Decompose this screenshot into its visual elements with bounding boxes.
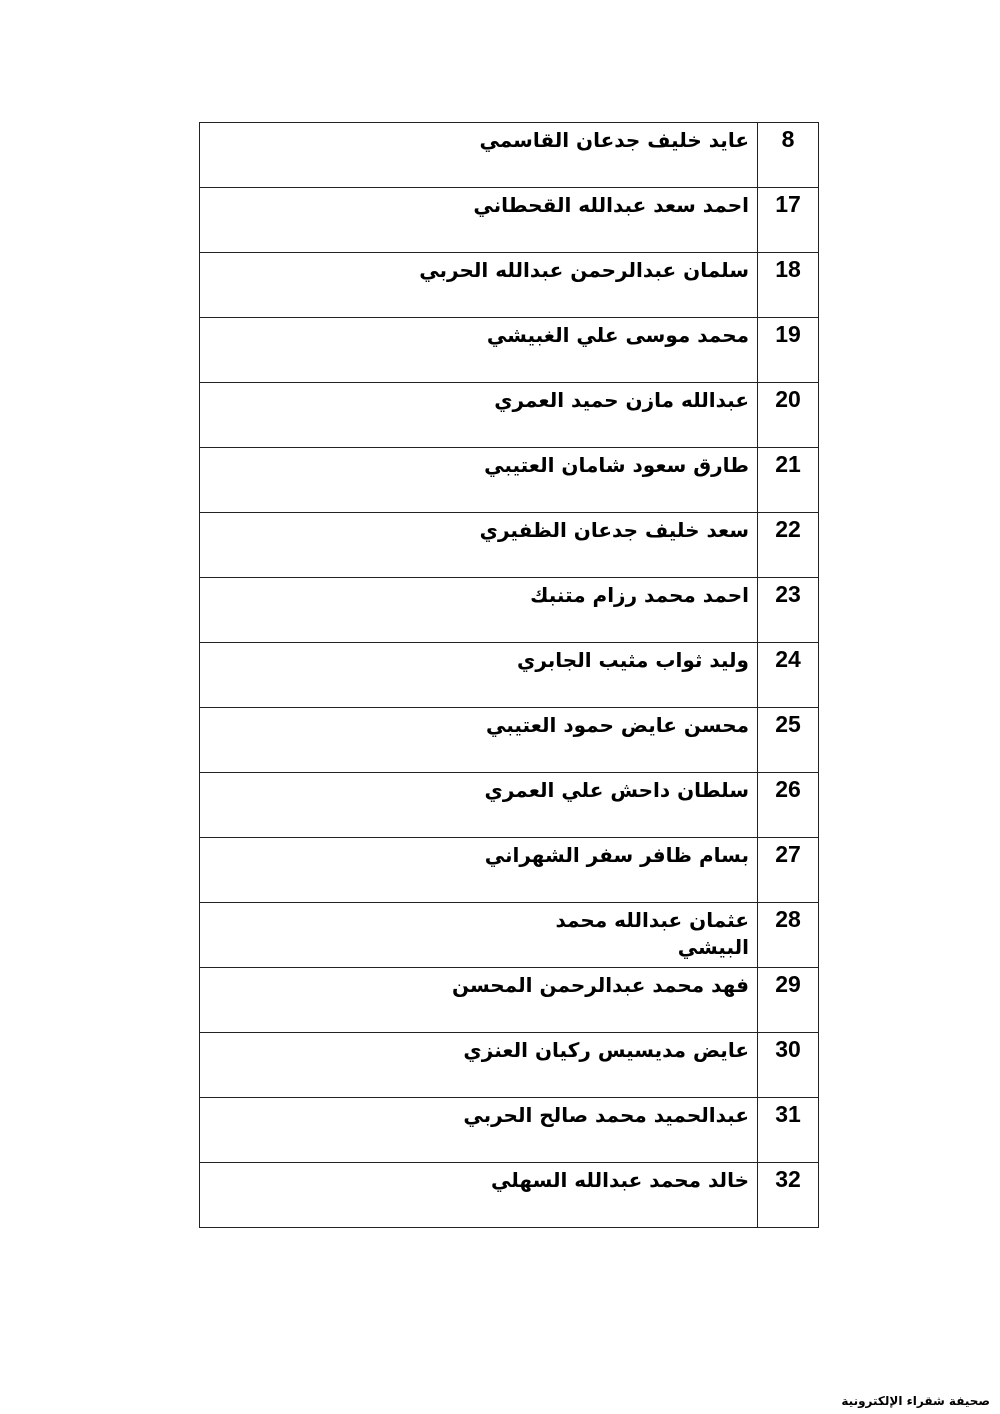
table-row [200, 1098, 819, 1163]
table-row [200, 643, 819, 708]
person-name: بسام ظافر سفر الشهراني [200, 838, 758, 903]
watermark-text: صحيفة شقراء الإلكترونية [841, 1394, 990, 1408]
person-name: عايض مديسيس ركيان العنزي [200, 1033, 758, 1098]
person-name: عثمان عبدالله محمد البيشي [200, 903, 758, 968]
person-name: طارق سعود شامان العتيبي [200, 448, 758, 513]
row-number: 21 [758, 448, 819, 513]
table-row [200, 1163, 819, 1228]
table-row [200, 708, 819, 773]
person-name: سعد خليف جدعان الظفيري [200, 513, 758, 578]
table-row [200, 253, 819, 318]
row-number: 19 [758, 318, 819, 383]
person-name: فهد محمد عبدالرحمن المحسن [200, 968, 758, 1033]
person-name: محمد موسى علي الغبيشي [200, 318, 758, 383]
row-number: 25 [758, 708, 819, 773]
person-name: احمد محمد رزام متنبك [200, 578, 758, 643]
table-row [200, 578, 819, 643]
row-number: 22 [758, 513, 819, 578]
person-name: وليد ثواب مثيب الجابري [200, 643, 758, 708]
table-row [200, 1033, 819, 1098]
row-number: 28 [758, 903, 819, 968]
table-row [200, 903, 819, 968]
person-name: خالد محمد عبدالله السهلي [200, 1163, 758, 1228]
row-number: 31 [758, 1098, 819, 1163]
table-row [200, 448, 819, 513]
person-name: عبدالحميد محمد صالح الحربي [200, 1098, 758, 1163]
row-number: 20 [758, 383, 819, 448]
table-row [200, 123, 819, 188]
table-row [200, 773, 819, 838]
row-number: 24 [758, 643, 819, 708]
row-number: 23 [758, 578, 819, 643]
person-name: عايد خليف جدعان القاسمي [200, 123, 758, 188]
person-name: احمد سعد عبدالله القحطاني [200, 188, 758, 253]
row-number: 8 [758, 123, 819, 188]
table-row [200, 513, 819, 578]
table-row [200, 383, 819, 448]
person-name: سلمان عبدالرحمن عبدالله الحربي [200, 253, 758, 318]
person-name: سلطان داحش علي العمري [200, 773, 758, 838]
table-row [200, 968, 819, 1033]
row-number: 26 [758, 773, 819, 838]
row-number: 27 [758, 838, 819, 903]
person-name: محسن عايض حمود العتيبي [200, 708, 758, 773]
names-table [199, 122, 819, 1228]
row-number: 17 [758, 188, 819, 253]
row-number: 18 [758, 253, 819, 318]
row-number: 32 [758, 1163, 819, 1228]
table-row [200, 318, 819, 383]
row-number: 29 [758, 968, 819, 1033]
row-number: 30 [758, 1033, 819, 1098]
person-name: عبدالله مازن حميد العمري [200, 383, 758, 448]
table-row [200, 838, 819, 903]
table-row [200, 188, 819, 253]
